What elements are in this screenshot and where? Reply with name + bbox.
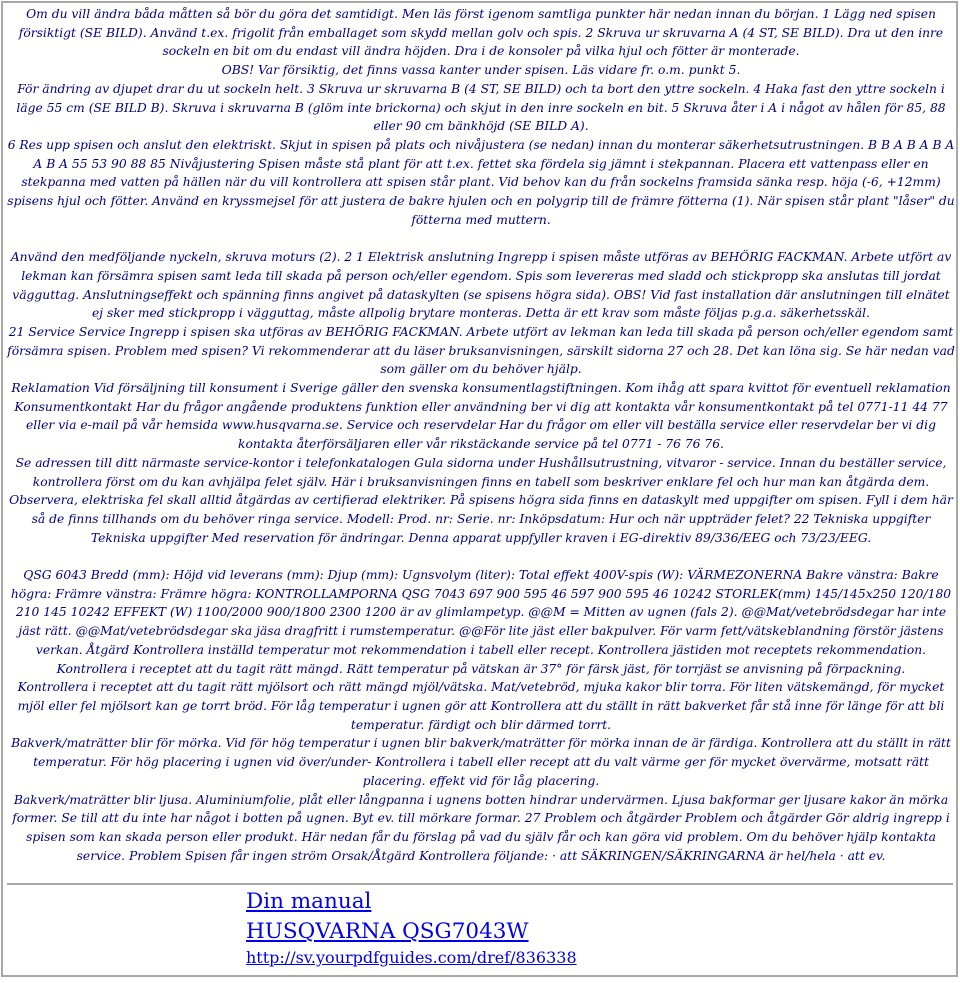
manual-text	[6, 5, 956, 883]
paragraph-service: 21 Service Service Ingrepp i spisen ska utföras av BEHÖRIG FACKMAN. Arbete utfört av lekman kan leda till skada på person och/eller egendom samt försämra spisen. Problem med spisen? Vi rekommenderar att du läser bruksanvisningen, särskilt sidorna 27 och 28. Det kan löna sig. Se här nedan vad som gäller om du behöver hjälp.	[7, 324, 955, 377]
footer-links	[246, 887, 577, 969]
document-frame	[1, 1, 958, 977]
paragraph-dry-bread: Kontrollera i receptet att du tagit rätt mjölsort och rätt mängd mjöl/vätska. Mat/vetebröd, mjuka kakor blir torra. För liten vätskemängd, för mycket mjöl eller fel mjölsort kan ge torrt bröd. För låg temperatur i ugnen gör att Kontrollera att du ställt in rätt bakverket får stå inne för länge för att bli temperatur. färdigt och blir därmed torrt.	[17, 680, 945, 732]
product-link[interactable]: HUSQVARNA QSG7043W	[246, 919, 529, 944]
url-link[interactable]: http://sv.yourpdfguides.com/dref/836338	[246, 948, 577, 967]
manual-link[interactable]: Din manual	[246, 889, 372, 914]
paragraph-technical-data: QSG 6043 Bredd (mm): Höjd vid leverans (mm): Djup (mm): Ugnsvolym (liter): Total effekt 400V-spis (W): VÄRMEZONERNA Bakre vänstra: Bakre högra: Främre vänstra: Främre högra: KONTROLLAMPORNA QSG 7043 697 900 595 46 597 900 595 46 10242 STORLEK(mm) 145/145x250 120/180 210 145 10242 EFFEKT (W) 1100/2000 900/1800 2300 1200 är av glimlampetyp. @@M = Mitten av ugnen (fals 2). @@Mat/vetebrödsdegar har inte jäst rätt. @@Mat/vetebrödsdegar ska jäsa dragfritt i rumstemperatur. @@För lite jäst eller bakpulver. För varm fett/vätskeblandning förstör jästens verkan. Åtgärd Kontrollera inställd temperatur mot rekommendation i tabell eller recept. Kontrollera jästiden mot receptets rekommendation. Kontrollera i receptet att du tagit rätt mängd. Rätt temperatur på vätskan är 37° för färsk jäst, för torrjäst se anvisning på förpackning.	[10, 568, 952, 676]
paragraph-too-light: Bakverk/maträtter blir ljusa. Aluminiumfolie, plåt eller långpanna i ugnens botten hindrar undervärmen. Ljusa bakformar ger ljusare kakor än mörka former. Se till att du inte har något i botten på ugnen. Byt ev. till mörkare formar. 27 Problem och åtgärder Problem och åtgärder Gör aldrig ingrepp i spisen som kan skada person eller produkt. Här nedan får du förslag på vad du själv får och kan göra vid problem. Om du behöver hjälp kontakta service. Problem Spisen får ingen ström Orsak/Åtgärd Kontrollera följande: · att SÄKRINGEN/SÄKRINGARNA är hel/hela · att ev.	[12, 792, 950, 863]
footer-divider	[7, 883, 953, 885]
paragraph-electrical-connection: Använd den medföljande nyckeln, skruva moturs (2). 2 1 Elektrisk anslutning Ingrepp i spisen måste utföras av BEHÖRIG FACKMAN. Arbete utfört av lekman kan försämra spisen samt leda till skada på person och/eller egendom. Spis som levereras med sladd och stickpropp ska anslutas till jordat vägguttag. Anslutningseffekt och spänning finns angivet på dataskylten (se spisens högra sida). OBS! Vid fast installation där anslutningen till elnätet ej sker med stickpropp i vägguttag, måste allpolig brytare monteras. Detta är ett krav som måste följas p.g.a. säkerhetsskäl.	[10, 250, 952, 321]
paragraph-service-office: Se adressen till ditt närmaste service-kontor i telefonkatalogen Gula sidorna under Hushållsutrustning, vitvaror - service. Innan du beställer service, kontrollera först om du kan avhjälpa felet själv. Här i bruksanvisningen finns en tabell som beskriver enklare fel och hur man kan åtgärda dem. Observera, elektriska fel skall alltid åtgärdas av certifierad elektriker. På spisens högra sida finns en dataskylt med uppgifter om spisen. Fyll i dem här så de finns tillhands om du behöver ringa service. Modell: Prod. nr: Serie. nr: Inköpsdatum: Hur och när uppträder felet? 22 Tekniska uppgifter Tekniska uppgifter Med reservation för ändringar. Denna apparat uppfyller kraven i EG-direktiv 89/336/EEG och 73/23/EEG.	[9, 455, 953, 545]
paragraph-depth-change: För ändring av djupet drar du ut sockeln helt. 3 Skruva ur skruvarna B (4 ST, SE BILD) och ta bort den yttre sockeln. 4 Haka fast den yttre sockeln i läge 55 cm (SE BILD B). Skruva i skruvarna B (glöm inte brickorna) och skjut in den inre sockeln en bit. 5 Skruva åter i A i något av hålen för 85, 88 eller 90 cm bänkhöjd (SE BILD A).	[16, 81, 946, 134]
paragraph-complaints: Reklamation Vid försäljning till konsument i Sverige gäller den svenska konsumentlagstiftningen. Kom ihåg att spara kvittot för eventuell reklamation Konsumentkontakt Har du frågor angående produktens funktion eller användning ber vi dig att kontakta vår konsumentkontakt på tel 0771-11 44 77 eller via e-mail på vår hemsida www.husqvarna.se. Service och reservdelar Har du frågor om eller vill beställa service eller reservdelar ber vi dig kontakta återförsäljaren eller vår rikstäckande service på tel 0771 - 76 76 76.	[11, 381, 951, 452]
paragraph-warning-sharp-edges: OBS! Var försiktig, det finns vassa kanter under spisen. Läs vidare fr. o.m. punkt 5.	[221, 63, 741, 78]
paragraph-leveling: 6 Res upp spisen och anslut den elektriskt. Skjut in spisen på plats och nivåjustera (se nedan) innan du monterar säkerhetsutrustningen. B B A B A B A A B A 55 53 90 88 85 Nivåjustering Spisen måste stå plant för att t.ex. fettet ska fördela sig jämnt i stekpannan. Placera ett vattenpass eller en stekpanna med vatten på hällen när du vill kontrollera att spisen står plant. Vid behov kan du från sockelns framsida sänka resp. höja (-6, +12mm) spisens hjul och fötter. Använd en kryssmejsel för att justera de bakre hjulen och en polygrip till de främre fötterna (1). När spisen står plant "låser" du fötterna med muttern.	[7, 137, 955, 227]
paragraph-too-dark: Bakverk/maträtter blir för mörka. Vid för hög temperatur i ugnen blir bakverk/maträtter för mörka innan de är färdiga. Kontrollera att du ställt in rätt temperatur. För hög placering i ugnen vid över/under- Kontrollera i tabell eller recept att du valt värme ger för mycket övervärme, motsatt rätt placering. effekt vid för låg placering.	[11, 736, 951, 788]
paragraph-adjust-dimensions: Om du vill ändra båda måtten så bör du göra det samtidigt. Men läs först igenom samtliga punkter här nedan innan du början. 1 Lägg ned spisen försiktigt (SE BILD). Använd t.ex. frigolit från emballaget som skydd mellan golv och spis. 2 Skruva ur skruvarna A (4 ST, SE BILD). Dra ut den inre sockeln en bit om du endast vill ändra höjden. Dra i de konsoler på vilka hjul och fötter är monterade.	[18, 7, 944, 59]
